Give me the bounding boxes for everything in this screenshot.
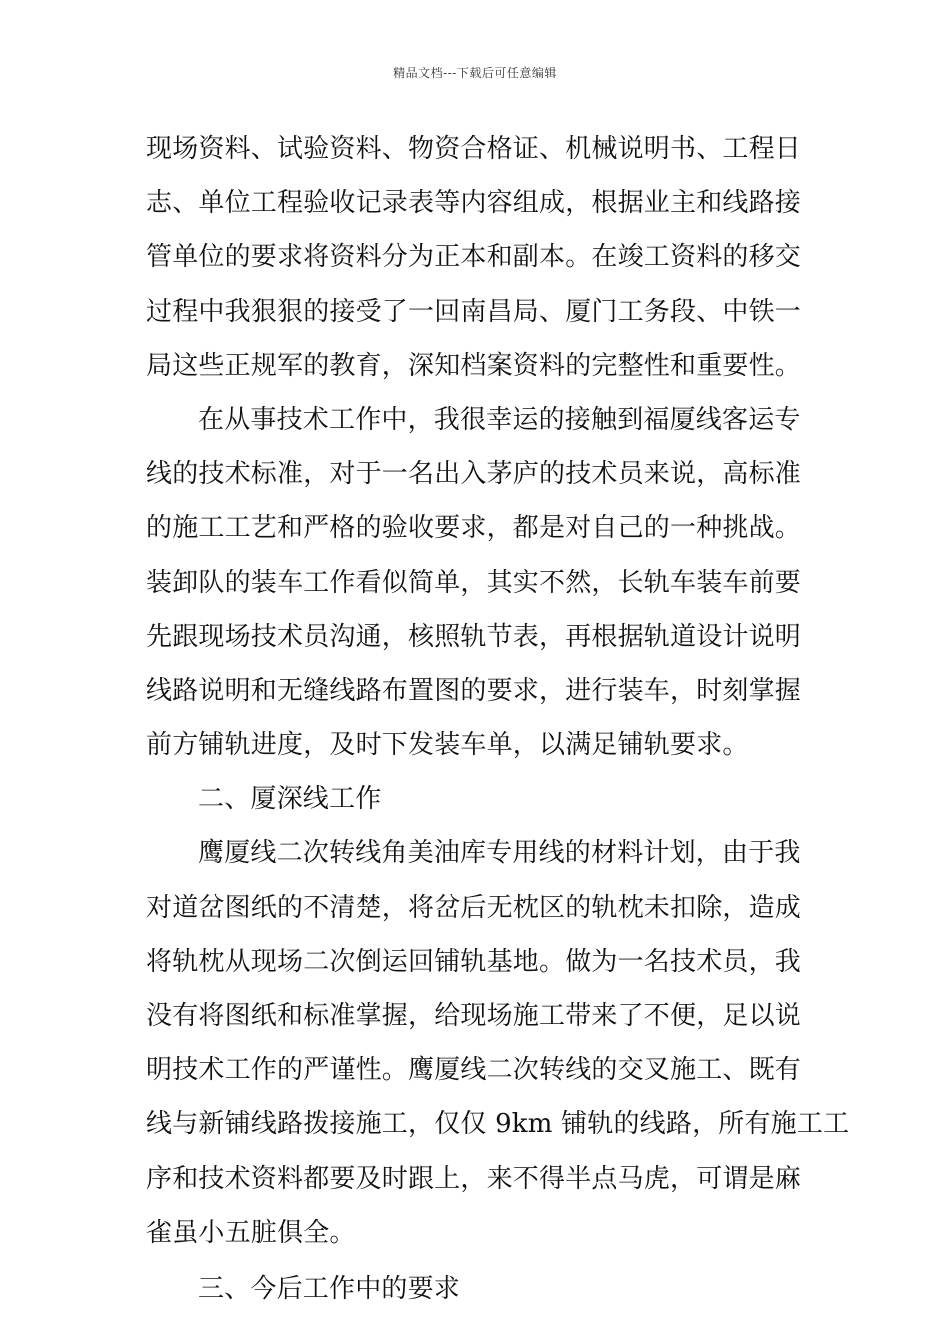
page-header: 精品文档---下载后可任意编辑 [393,66,557,80]
paragraph-line: 线路说明和无缝线路布置图的要求，进行装车，时刻掌握 [146,675,802,706]
paragraph-line: 的施工工艺和严格的验收要求，都是对自己的一种挑战。 [146,513,802,544]
paragraph-line: 过程中我狠狠的接受了一回南昌局、厦门工务段、中铁一 [146,296,802,327]
document-body [146,122,850,1316]
paragraph-line: 明技术工作的严谨性。鹰厦线二次转线的交叉施工、既有 [146,1055,802,1086]
paragraph-line: 鹰厦线二次转线角美油库专用线的材料计划，由于我 [198,838,801,869]
paragraph-line: 序和技术资料都要及时跟上，来不得半点马虎，可谓是麻 [146,1163,802,1194]
section-heading: 三、今后工作中的要求 [198,1273,461,1304]
paragraph-line: 将轨枕从现场二次倒运回铺轨基地。做为一名技术员，我 [146,946,802,977]
paragraph-line: 没有将图纸和标准掌握，给现场施工带来了不便，足以说 [146,1001,802,1031]
paragraph-line: 装卸队的装车工作看似简单，其实不然，长轨车装车前要 [146,567,802,598]
paragraph-line: 先跟现场技术员沟通，核照轨节表，再根据轨道设计说明 [146,621,802,652]
paragraph-line: 线的技术标准，对于一名出入茅庐的技术员来说，高标准 [146,459,802,490]
paragraph-line: 前方铺轨进度，及时下发装车单，以满足铺轨要求。 [146,730,749,761]
paragraph-line: 志、单位工程验收记录表等内容组成，根据业主和线路接 [146,188,802,219]
paragraph-line: 管单位的要求将资料分为正本和副本。在竣工资料的移交 [146,242,802,273]
paragraph-line: 局这些正规军的教育，深知档案资料的完整性和重要性。 [146,350,802,381]
paragraph-line: 在从事技术工作中，我很幸运的接触到福厦线客运专 [198,404,801,435]
paragraph-line: 对道岔图纸的不清楚，将岔后无枕区的轨枕未扣除，造成 [146,892,802,923]
section-heading: 二、厦深线工作 [198,784,382,815]
paragraph-line: 线与新铺线路拨接施工，仅仅 9km 铺轨的线路，所有施工工 [146,1109,850,1140]
paragraph-line: 雀虽小五脏俱全。 [146,1217,356,1248]
paragraph-line: 现场资料、试验资料、物资合格证、机械说明书、工程日 [146,134,802,164]
